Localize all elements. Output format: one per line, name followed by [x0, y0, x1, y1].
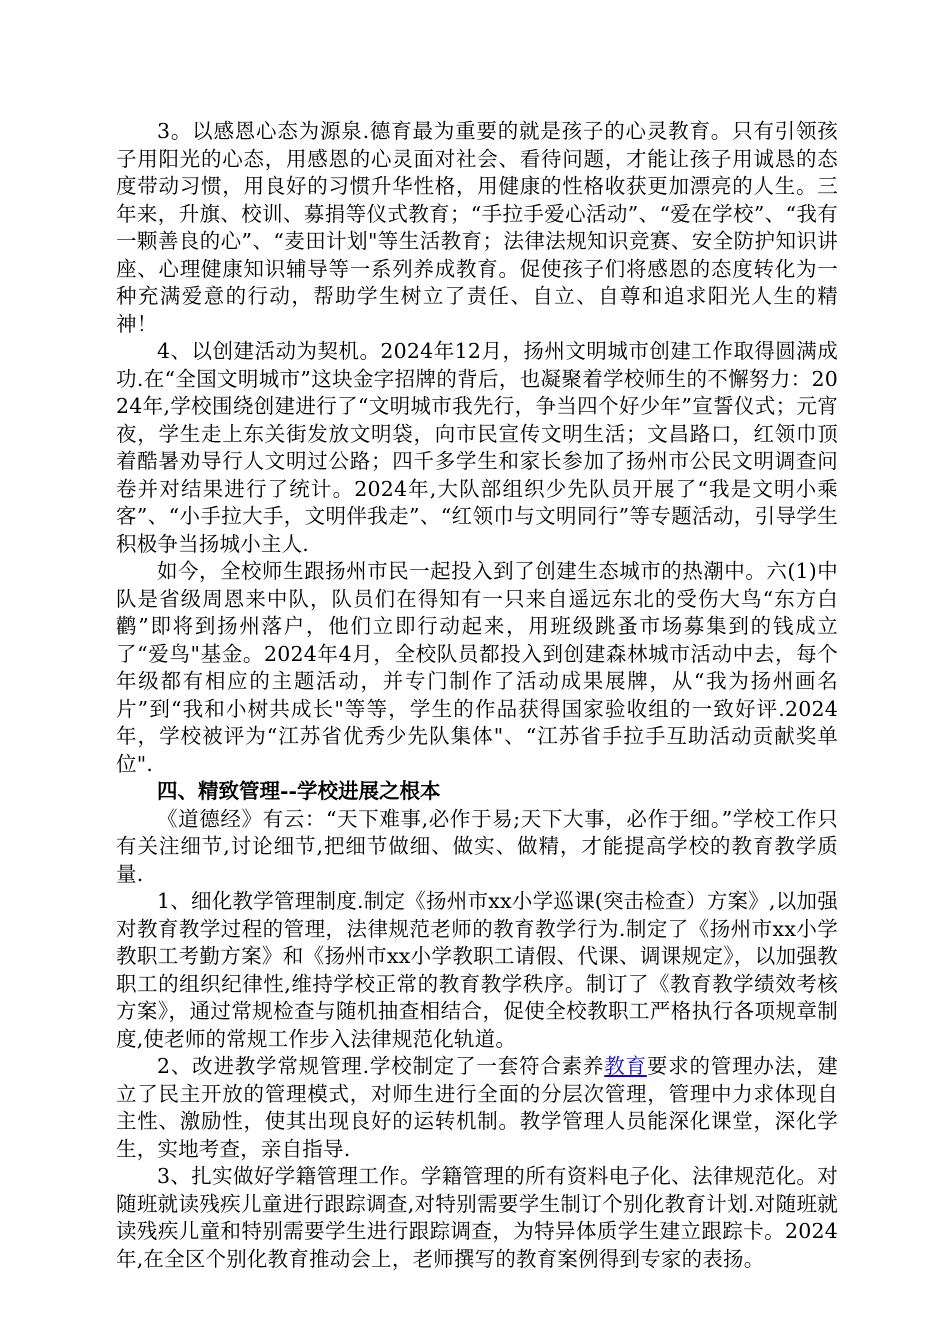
- paragraph-ecological-city: 如今，全校师生跟扬州市民一起投入到了创建生态城市的热潮中。六(1)中队是省级周恩来中队，队员们在得知有一只来自遥远东北的受伤大鸟“东方白鹳”即将到扬州落户，他们立即行动起来，用班级跳蚤市场募集到的钱成立了“爱鸟"基金。2024年4月，全校队员都投入到创建森林城市活动中去，每个年级都有相应的主题活动，并专门制作了活动成果展牌，从“我为扬州画名片”到“我和小树共成长"等等，学生的作品获得国家验收组的一致好评.2024年，学校被评为“江苏省优秀少先队集体"、“江苏省手拉手互助活动贡献奖单位".: [116, 559, 838, 776]
- education-link[interactable]: 教育: [604, 1054, 647, 1078]
- paragraph-civilized-city: 4、以创建活动为契机。2024年12月，扬州文明城市创建工作取得圆满成功.在“全国文明城市”这块金字招牌的背后，也凝聚着学校师生的不懈努力：2024年,学校围绕创建进行了“文明城市我先行，争当四个好少年”宣誓仪式；元宵夜，学生走上东关街发放文明袋，向市民宣传文明生活；文昌路口，红领巾顶着酷暑劝导行人文明过公路；四千多学生和家长参加了扬州市公民文明调查问卷并对结果进行了统计。2024年,大队部组织少先队员开展了“我是文明小乘客”、“小手拉大手，文明伴我走”、“红领巾与文明同行”等专题活动，引导学生积极争当扬城小主人.: [116, 339, 838, 556]
- paragraph-tao-te-ching: 《道德经》有云：“天下难事,必作于易;天下大事，必作于细。”学校工作只有关注细节,讨论细节,把细节做细、做实、做精，才能提高学校的教育教学质量.: [116, 806, 838, 886]
- paragraph-routine-management: [116, 1053, 838, 1163]
- document-page: [116, 118, 838, 1273]
- routine-text-before: 2、改进教学常规管理.学校制定了一套符合素养: [157, 1054, 605, 1078]
- routine-text-after: 要求的管理办法，建立了民主开放的管理模式，对师生进行全面的分层次管理，管理中力求体现自主性、激励性，使其出现良好的运转机制。教学管理人员能深化课堂，深化学生，实地考查，亲自指导.: [116, 1054, 838, 1161]
- paragraph-student-records: 3、扎实做好学籍管理工作。学籍管理的所有资料电子化、法律规范化。对随班就读残疾儿童进行跟踪调查,对特别需要学生制订个别化教育计划.对随班就读残疾儿童和特别需要学生进行跟踪调查，为特异体质学生建立跟踪卡。2024年,在全区个别化教育推动会上，老师撰写的教育案例得到专家的表扬。: [116, 1164, 838, 1271]
- paragraph-teaching-rules: 1、细化教学管理制度.制定《扬州市xx小学巡课(突击检查）方案》,以加强对教育教学过程的管理，法律规范老师的教育教学行为.制定了《扬州市xx小学教职工考勤方案》和《扬州市xx小学教职工请假、代课、调课规定》，以加强教职工的组织纪律性,维持学校正常的教育教学秩序。制订了《教育教学绩效考核方案》，通过常规检查与随机抽查相结合，促使全校教职工严格执行各项规章制度,使老师的常规工作步入法律规范化轨道。: [116, 889, 838, 1051]
- paragraph-gratitude: 3。以感恩心态为源泉.德育最为重要的就是孩子的心灵教育。只有引领孩子用阳光的心态，用感恩的心灵面对社会、看待问题，才能让孩子用诚恳的态度带动习惯，用良好的习惯升华性格，用健康的性格收获更加漂亮的人生。三年来，升旗、校训、募捐等仪式教育；“手拉手爱心活动”、“爱在学校”、“我有一颗善良的心”、“麦田计划"等生活教育；法律法规知识竞赛、安全防护知识讲座、心理健康知识辅导等一系列养成教育。促使孩子们将感恩的态度转化为一种充满爱意的行动，帮助学生树立了责任、自立、自尊和追求阳光人生的精神！: [116, 119, 838, 336]
- section-heading-management: 四、精致管理--学校进展之根本: [157, 779, 441, 803]
